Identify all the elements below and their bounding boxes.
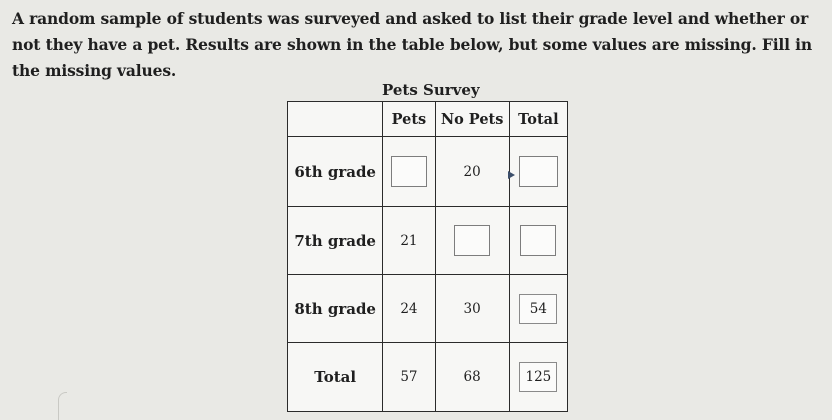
- table-title: Pets Survey: [382, 81, 480, 99]
- row-label-total: Total: [288, 343, 383, 412]
- cursor-icon: [508, 171, 515, 179]
- table-header-row: [288, 102, 568, 137]
- question-prompt: A random sample of students was surveyed and asked to list their grade level and whether or not they have a pet. Results are shown in the table below, but some values are missing. Fill in the missing values.: [12, 9, 813, 80]
- cell-8th-total: [509, 275, 567, 343]
- cell-8th-no-pets: 30: [435, 275, 509, 343]
- cell-total-no-pets: 68: [435, 343, 509, 412]
- cell-6th-total: [509, 137, 567, 207]
- header-empty: [288, 102, 383, 137]
- cell-6th-no-pets: 20: [435, 137, 509, 207]
- given-value-8th-total: 54: [519, 294, 557, 324]
- pets-survey-table: [287, 101, 568, 412]
- given-value-grand-total: 125: [519, 362, 557, 392]
- cell-7th-no-pets: [435, 207, 509, 275]
- table-row-total: [288, 343, 568, 412]
- table-row-6th-grade: [288, 137, 568, 207]
- answer-input-7th-no-pets[interactable]: [454, 225, 490, 256]
- header-total: Total: [509, 102, 567, 137]
- cell-7th-pets: 21: [383, 207, 435, 275]
- header-no-pets: No Pets: [435, 102, 509, 137]
- answer-input-6th-pets[interactable]: [391, 156, 427, 187]
- cell-grand-total: [509, 343, 567, 412]
- cell-8th-pets: 24: [383, 275, 435, 343]
- cell-6th-pets: [383, 137, 435, 207]
- answer-input-6th-total[interactable]: [519, 156, 558, 187]
- table-row-8th-grade: [288, 275, 568, 343]
- row-label-7th-grade: 7th grade: [288, 207, 383, 275]
- row-label-6th-grade: 6th grade: [288, 137, 383, 207]
- answer-input-7th-total[interactable]: [520, 225, 556, 256]
- header-pets: Pets: [383, 102, 435, 137]
- table-row-7th-grade: [288, 207, 568, 275]
- cell-total-pets: 57: [383, 343, 435, 412]
- row-label-8th-grade: 8th grade: [288, 275, 383, 343]
- cell-7th-total: [509, 207, 567, 275]
- pencil-mark: [58, 392, 67, 420]
